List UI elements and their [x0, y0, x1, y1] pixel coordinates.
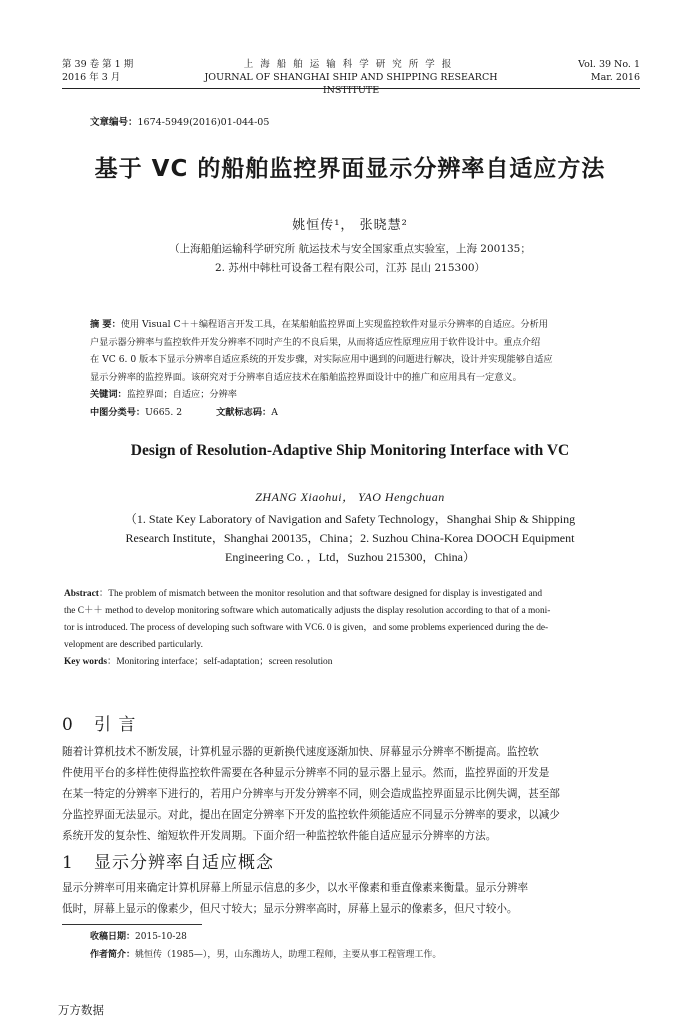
keywords-cn-label: 关键词：: [90, 389, 127, 400]
header-right: [578, 58, 640, 84]
abstract-en-label: Abstract: [64, 589, 99, 599]
footnote-author: [90, 946, 441, 964]
authors-en: ZHANG Xiaohui， YAO Hengchuan: [255, 490, 445, 504]
abstract-en-line: velopment are described particularly.: [64, 640, 203, 650]
body-line: 在某一特定的分辨率下进行的，若用户分辨率与开发分辨率不同，则会造成监控界面显示比例失调，甚至部: [62, 788, 560, 800]
abstract-cn: [90, 316, 610, 386]
body-line: 显示分辨率可用来确定计算机屏幕上所显示信息的多少，以水平像素和垂直像素来衡量。显示分辨率: [62, 882, 529, 894]
affiliation-en-line: Research Institute，Shanghai 200135，China；2. Suzhou China-Korea DOOCH Equipment: [125, 531, 575, 545]
abstract-cn-line: 户显示器分辨率与监控软件开发分辨率不同时产生的不良后果，从而将适应性原理应用于软件设计中。重点介绍: [90, 336, 541, 348]
journal-name-cn: 上海船舶运输科学研究所学报: [243, 59, 459, 70]
affiliation-en-line: （1. State Key Laboratory of Navigation and Safety Technology，Shanghai Ship & Shipping: [124, 512, 576, 526]
date-en: Mar. 2016: [590, 72, 640, 83]
keywords-en-label: Key words: [64, 657, 107, 667]
abstract-cn-line: 摘 要：使用 Visual C＋＋编程语言开发工具，在某船舶监控界面上实现监控软件对显示分辨率的自适应。分析用: [90, 319, 548, 330]
article-number-label: 文章编号：: [90, 117, 138, 128]
abstract-cn-label: 摘 要：: [90, 319, 121, 330]
affiliations-en: [70, 510, 630, 567]
section-0-number: 0: [62, 715, 74, 735]
doc-code-label: 文献标志码：: [216, 407, 272, 418]
author-bio-value: 姚恒传（1985—），男，山东潍坊人，助理工程师，主要从事工程管理工作。: [135, 950, 442, 960]
body-line: 系统开发的复杂性、缩短软件开发周期。下面介绍一种监控软件能自适应显示分辨率的方法。: [62, 830, 497, 842]
abstract-cn-line: 在 VC 6. 0 版本下显示分辨率自适应系统的开发步骤，对实际应用中遇到的问题进行解决，设计并实现能够自适应: [90, 354, 553, 365]
abstract-en: [64, 586, 640, 671]
article-number-value: 1674-5949(2016)01-044-05: [137, 117, 270, 128]
header-left: [62, 58, 133, 84]
abstract-en-line: tor is introduced. The process of developing such software with VC6. 0 is given，and some problems experienced during the de-: [64, 623, 549, 633]
footnote-rule: [62, 924, 202, 925]
volume-en: Vol. 39 No. 1: [578, 59, 640, 70]
affiliation-en-line: Engineering Co. ，Ltd，Suzhou 215300，China）: [225, 550, 475, 564]
date-cn: 2016 年 3 月: [62, 72, 121, 83]
authors-cn: 姚恒传¹， 张晓慧²: [292, 218, 408, 233]
abstract-en-line: Abstract：The problem of mismatch between the monitor resolution and that software designed for display is investigated and: [64, 589, 543, 599]
journal-name-en: JOURNAL OF SHANGHAI SHIP AND SHIPPING RESEARCH INSTITUTE: [204, 72, 498, 96]
body-line: 低时，屏幕上显示的像素少，但尺寸较大；显示分辨率高时，屏幕上显示的像素多，但尺寸较小。: [62, 903, 518, 915]
title-en: Design of Resolution-Adaptive Ship Monitoring Interface with VC: [130, 442, 570, 459]
classification-line: [90, 404, 278, 418]
body-line: 分监控界面无法显示。对此，提出在固定分辨率下开发的监控软件须能适应不同显示分辨率的要求，以减少: [62, 809, 560, 821]
section-1-title: 显示分辨率自适应概念: [94, 853, 274, 873]
title-cn: 基于 VC 的船舶监控界面显示分辨率自适应方法: [94, 156, 606, 182]
volume-cn: 第 39 卷 第 1 期: [62, 59, 134, 70]
author-bio-label: 作者简介：: [90, 950, 136, 960]
footnote-received: [90, 928, 187, 946]
keywords-en: [64, 654, 640, 671]
received-value: 2015-10-28: [135, 932, 187, 942]
affiliation-cn-line: 2. 苏州中韩杜可设备工程有限公司，江苏 昆山 215300）: [214, 262, 486, 274]
header-rule: [62, 88, 640, 89]
affiliation-cn-line: （上海船舶运输科学研究所 航运技术与安全国家重点实验室，上海 200135；: [169, 243, 531, 255]
body-line: 件使用平台的多样性使得监控软件需要在各种显示分辨率不同的显示器上显示。然而，监控界面的开发是: [62, 767, 550, 779]
section-0-title: 引 言: [94, 715, 137, 735]
running-header: [62, 58, 640, 96]
abstract-en-line: the C＋＋ method to develop monitoring software which automatically adjusts the display resolution according to that of a moni-: [64, 606, 551, 616]
abstract-cn-line: 显示分辨率的监控界面。该研究对于分辨率自适应技术在船舶监控界面设计中的推广和应用具有一定意义。: [90, 371, 522, 383]
article-number: [90, 114, 269, 128]
watermark: 万方数据: [58, 1003, 104, 1017]
affiliations-cn: [60, 240, 640, 278]
keywords-cn-value: 监控界面；自适应；分辨率: [126, 389, 237, 400]
clc-label: 中图分类号：: [90, 407, 146, 418]
clc-value: U665. 2: [145, 407, 183, 418]
section-0-heading: [62, 710, 136, 735]
keywords-cn: [90, 386, 237, 400]
section-1-body: [62, 878, 640, 920]
body-line: 随着计算机技术不断发展，计算机显示器的更新换代速度逐渐加快、屏幕显示分辨率不断提高。监控软: [62, 746, 539, 758]
keywords-en-value: ：Monitoring interface；self-adaptation；screen resolution: [106, 657, 333, 667]
section-1-heading: [62, 848, 274, 873]
header-center: [180, 58, 522, 97]
section-1-number: 1: [62, 853, 74, 873]
received-label: 收稿日期：: [90, 932, 136, 942]
section-0-body: [62, 742, 640, 847]
doc-code-value: A: [271, 407, 278, 418]
